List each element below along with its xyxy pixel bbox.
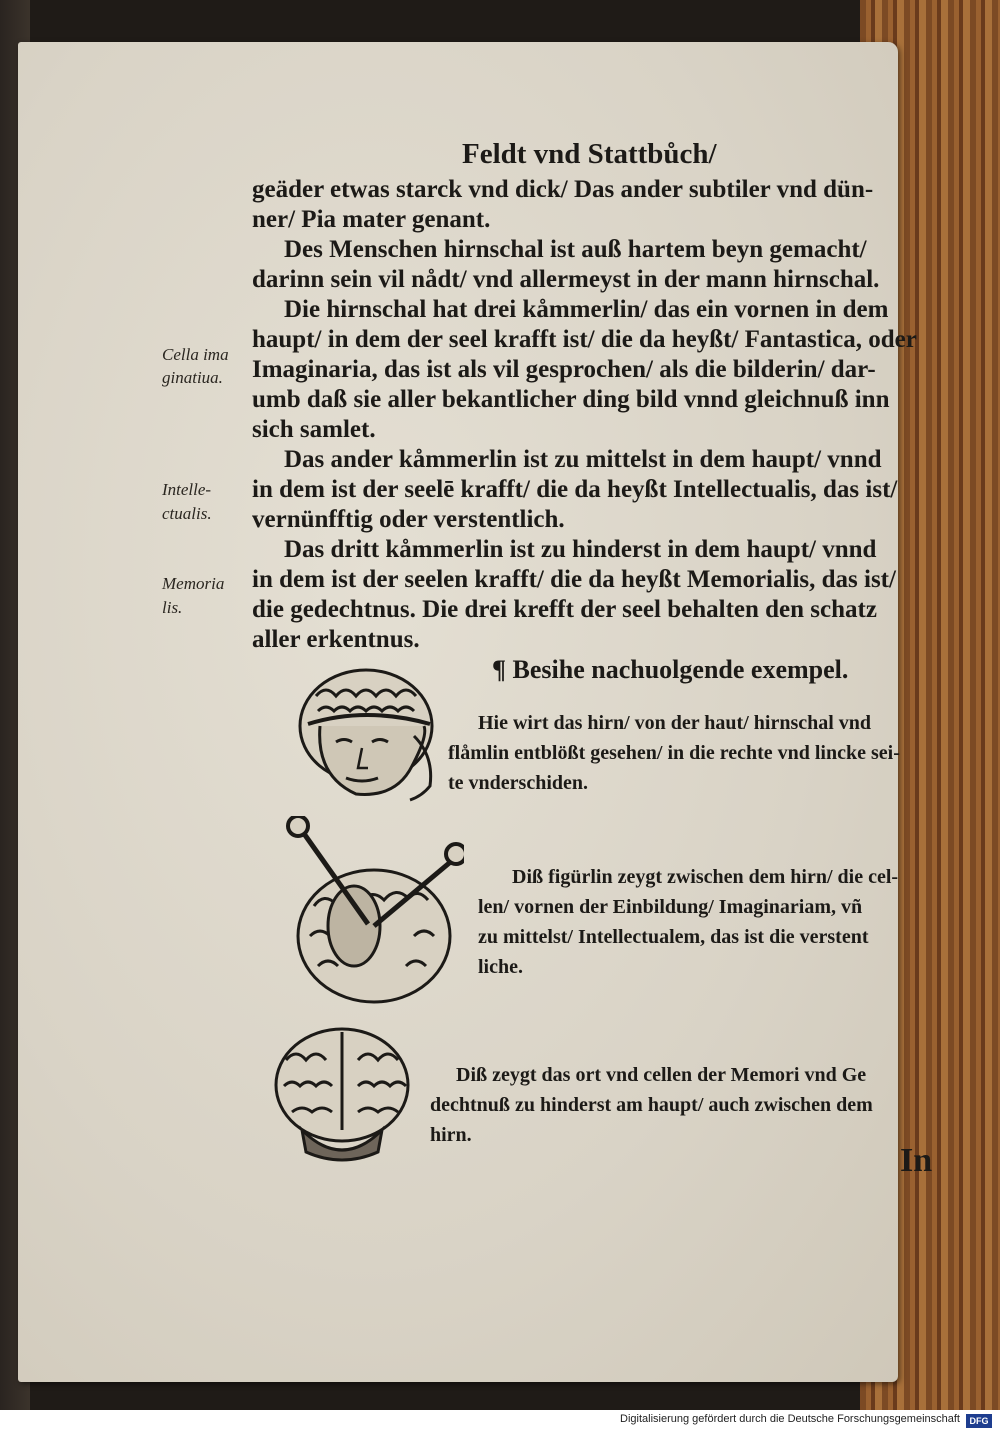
margin-note-memoria: Memoria [162,574,225,593]
body-line-6: haupt/ in dem der seel krafft ist/ die da heyßt/ Fantastica, oder [252,326,917,353]
footer-credit: Digitalisierung gefördert durch die Deutsche Forschungsgemeinschaft [620,1413,960,1425]
caption-2-line-2: len/ vornen der Einbildung/ Imaginariam, vñ [478,896,863,918]
body-line-13: Das dritt kåmmerlin ist zu hinderst in dem haupt/ vnnd [284,536,877,563]
body-line-8: umb daß sie aller bekantlicher ding bild vnnd gleichnuß inn [252,386,890,413]
body-line-1: geäder etwas starck vnd dick/ Das ander subtiler vnd dün- [252,176,874,203]
caption-3-line-2: dechtnuß zu hinderst am haupt/ auch zwischen dem [430,1094,873,1116]
margin-note-cella: Cella ima [162,345,229,364]
body-line-5: Die hirnschal hat drei kåmmerlin/ das ein vornen in dem [284,296,889,323]
body-line-9: sich samlet. [252,416,376,443]
caption-3-line-3: hirn. [430,1124,472,1146]
body-line-2: ner/ Pia mater genant. [252,206,491,233]
caption-2-line-4: liche. [478,956,523,978]
woodcut-brain-rear [262,1020,422,1170]
body-line-14: in dem ist der seelen krafft/ die da heyßt Memorialis, das ist/ [252,566,896,593]
body-line-10: Das ander kåmmerlin ist zu mittelst in dem haupt/ vnnd [284,446,882,473]
body-line-4: darinn sein vil nådt/ vnd allermeyst in der mann hirnschal. [252,266,880,293]
body-line-3: Des Menschen hirnschal ist auß hartem beyn gemacht/ [284,236,867,263]
margin-note-imaginatiua: ginatiua. [162,368,223,387]
body-line-12: vernünfftig oder verstentlich. [252,506,565,533]
caption-2-line-3: zu mittelst/ Intellectualem, das ist die verstent [478,926,869,948]
catchword: In [900,1142,933,1179]
dfg-logo-icon: DFG [966,1414,992,1428]
running-head: Feldt vnd Stattbůch/ [462,138,717,170]
caption-1-line-2: flåmlin entblößt gesehen/ in die rechte vnd lincke sei- [448,742,900,764]
body-line-16: aller erkentnus. [252,626,420,653]
body-line-15: die gedechtnus. Die drei krefft der seel behalten den schatz [252,596,877,623]
caption-1-line-1: Hie wirt das hirn/ von der haut/ hirnschal vnd [478,712,872,734]
margin-note-lis: lis. [162,598,183,617]
woodcut-head-brain [296,666,446,806]
example-heading: ¶ Besihe nachuolgende exempel. [492,655,849,684]
body-line-7: Imaginaria, das ist als vil gesprochen/ als die bilderin/ dar- [252,356,876,383]
caption-1-line-3: te vnderschiden. [448,772,588,794]
caption-3-line-1: Diß zeygt das ort vnd cellen der Memori vnd Ge [456,1064,867,1086]
margin-note-ctualis: ctualis. [162,504,212,523]
woodcut-brain-probes [284,816,464,1006]
margin-note-intelle: Intelle- [162,480,212,499]
caption-2-line-1: Diß figürlin zeygt zwischen dem hirn/ die cel- [512,866,899,888]
body-line-11: in dem ist der seelē krafft/ die da heyßt Intellectualis, das ist/ [252,476,898,503]
